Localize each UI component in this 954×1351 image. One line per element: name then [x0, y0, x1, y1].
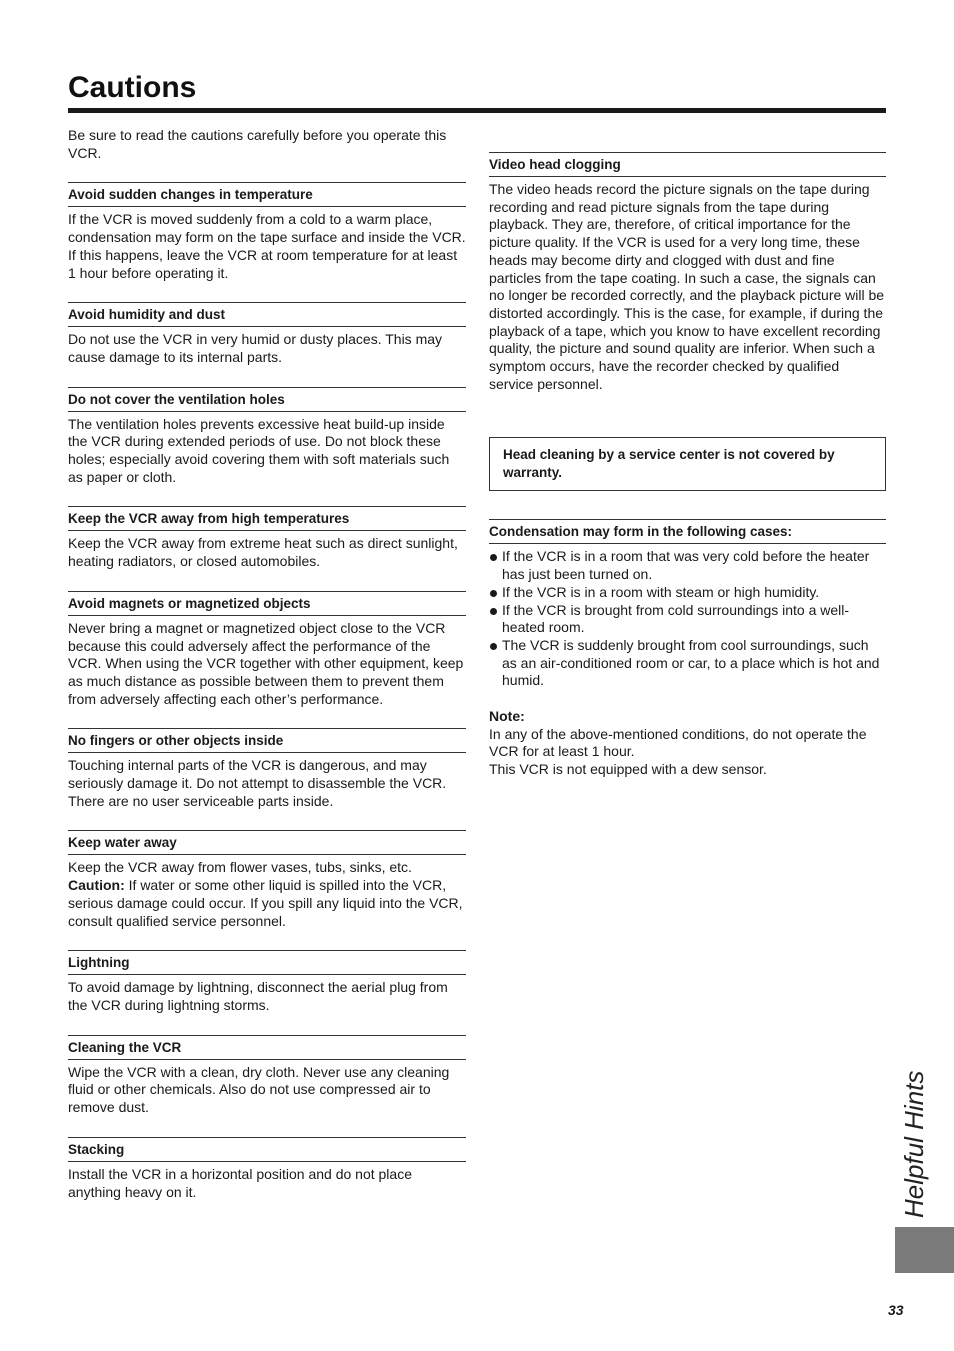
- section-body: Keep the VCR away from extreme heat such as direct sunlight, heating radiators, or closed automobiles.: [68, 535, 458, 570]
- section-no-fingers: [68, 728, 466, 810]
- section-heading: Video head clogging: [489, 152, 886, 177]
- intro-text: Be sure to read the cautions carefully before you operate this VCR.: [68, 127, 447, 161]
- section-body: To avoid damage by lightning, disconnect the aerial plug from the VCR during lightning storms.: [68, 979, 448, 1013]
- section-body: Touching internal parts of the VCR is dangerous, and may seriously damage it. Do not attempt to disassemble the VCR. There are no user serviceable parts inside.: [68, 757, 447, 809]
- note-text: In any of the above-mentioned conditions, do not operate the VCR for at least 1 hour.: [489, 725, 867, 760]
- title-rule: [68, 108, 886, 113]
- caution-label: Caution:: [68, 877, 125, 894]
- section-cleaning: [68, 1035, 466, 1117]
- section-heading: Cleaning the VCR: [68, 1035, 466, 1060]
- section-heading: Keep the VCR away from high temperatures: [68, 506, 466, 531]
- caution-text: If water or some other liquid is spilled into the VCR, serious damage could occur. If you spill any liquid into the VCR, consult qualified service personnel.: [68, 877, 463, 929]
- section-heading: Avoid humidity and dust: [68, 302, 466, 327]
- section-ventilation: [68, 387, 466, 487]
- section-body: Wipe the VCR with a clean, dry cloth. Never use any cleaning fluid or other chemicals. Also do not use compressed air to remove dust.: [68, 1063, 450, 1116]
- section-heading: No fingers or other objects inside: [68, 728, 466, 753]
- warranty-notice: Head cleaning by a service center is not covered by warranty.: [489, 437, 886, 491]
- right-column: [489, 152, 886, 799]
- section-body: Never bring a magnet or magnetized object close to the VCR because this could adversely affect the performance of the VCR. When using the VCR together with other equipment, keep as much distance as possible between them to prevent them from adversely affecting each other’s performance.: [68, 619, 464, 707]
- page-number: 33: [888, 1302, 904, 1318]
- page-title: Cautions: [68, 71, 197, 104]
- section-condensation: [489, 519, 886, 778]
- left-column: [68, 127, 466, 1221]
- list-item: If the VCR is in a room that was very cold before the heater has just been turned on.: [489, 548, 886, 583]
- section-temperature-changes: [68, 182, 466, 282]
- section-video-head: [489, 152, 886, 393]
- section-thumb-tab: [895, 1227, 954, 1273]
- water-body-text: Keep the VCR away from flower vases, tubs, sinks, etc.: [68, 859, 412, 876]
- section-body: If the VCR is moved suddenly from a cold to a warm place, condensation may form on the tape surface and inside the VCR. If this happens, leave the VCR at room temperature for at least 1 hour before operating it.: [68, 211, 466, 281]
- section-body: The video heads record the picture signals on the tape during recording and read picture signals from the tape during playback. They are, therefore, of critical importance for the picture quality. If the VCR is used for a very long time, these heads may become dirty and clogged with dust and fine particles from the tape coating. In such a case, the signals can no longer be recorded correctly, and the playback picture will be distorted accordingly. This is the case, for example, if during the playback of a tape, which you know to have excellent recording quality, the picture and sound quality are inferior. When such a symptom occurs, have the recorder checked by qualified service personnel.: [489, 181, 885, 392]
- list-item: If the VCR is brought from cold surroundings into a well-heated room.: [489, 602, 886, 637]
- section-lightning: [68, 950, 466, 1014]
- section-high-temperatures: [68, 506, 466, 570]
- section-heading: Stacking: [68, 1137, 466, 1162]
- section-heading: Avoid magnets or magnetized objects: [68, 591, 466, 616]
- section-body: [68, 859, 466, 930]
- section-stacking: [68, 1137, 466, 1201]
- section-body: The ventilation holes prevents excessive heat build-up inside the VCR during extended periods of use. Do not block these holes; especially avoid covering them with soft materials such as paper or cloth.: [68, 415, 450, 485]
- section-heading: Condensation may form in the following cases:: [489, 519, 886, 544]
- section-heading: Keep water away: [68, 830, 466, 855]
- section-heading: Do not cover the ventilation holes: [68, 387, 466, 412]
- section-water: [68, 830, 466, 930]
- section-magnets: [68, 591, 466, 709]
- section-body: Do not use the VCR in very humid or dusty places. This may cause damage to its internal parts.: [68, 331, 443, 365]
- side-section-label: Helpful Hints: [899, 1070, 929, 1218]
- note-label: Note:: [489, 708, 525, 725]
- condensation-list: [489, 548, 886, 690]
- list-item: If the VCR is in a room with steam or high humidity.: [489, 584, 886, 602]
- note-text-2: This VCR is not equipped with a dew sensor.: [489, 761, 767, 778]
- section-heading: Avoid sudden changes in temperature: [68, 182, 466, 207]
- section-heading: Lightning: [68, 950, 466, 975]
- list-item: The VCR is suddenly brought from cool surroundings, such as an air-conditioned room or car, to a place which is hot and humid.: [489, 637, 886, 690]
- section-body: Install the VCR in a horizontal position and do not place anything heavy on it.: [68, 1165, 412, 1200]
- section-humidity-dust: [68, 302, 466, 366]
